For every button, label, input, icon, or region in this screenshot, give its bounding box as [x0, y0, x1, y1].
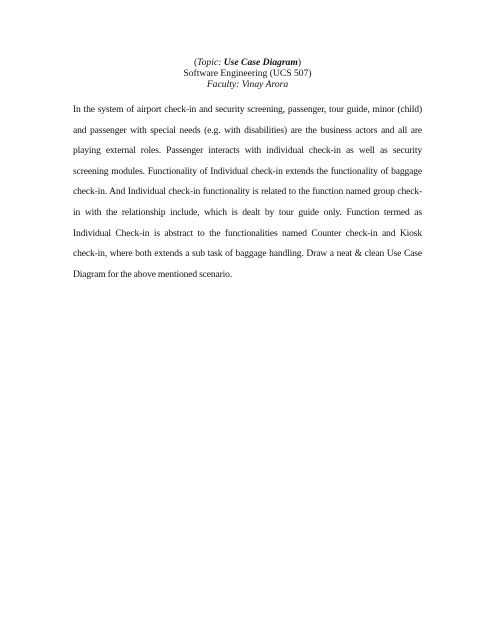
document-header: [0, 57, 495, 90]
problem-statement-paragraph: In the system of airport check-in and security screening, passenger, tour guide, minor (child) and passenger with special needs (e.g. with disabilities) are the business actors and all are playing external roles. Passenger interacts with individual check-in as well as security screening modules. Functionality of Individual check-in extends the functionality of baggage check-in. And Individual check-in functionality is related to the function named group check-in with the relationship include, which is dealt by tour guide only. Function termed as Individual Check-in is abstract to the functionalities named Counter check-in and Kiosk check-in, where both extends a sub task of baggage handling. Draw a neat & clean Use Case Diagram for the above mentioned scenario.: [73, 104, 422, 280]
topic-close-paren: ): [297, 57, 302, 68]
topic-value: Use Case Diagram: [223, 57, 298, 68]
course-line: Software Engineering (UCS 507): [183, 68, 312, 79]
topic-label: Topic:: [197, 57, 224, 68]
topic-open-paren: (: [193, 57, 198, 68]
topic-line: [0, 57, 495, 68]
faculty-line: Faculty: Vinay Arora: [206, 79, 289, 90]
